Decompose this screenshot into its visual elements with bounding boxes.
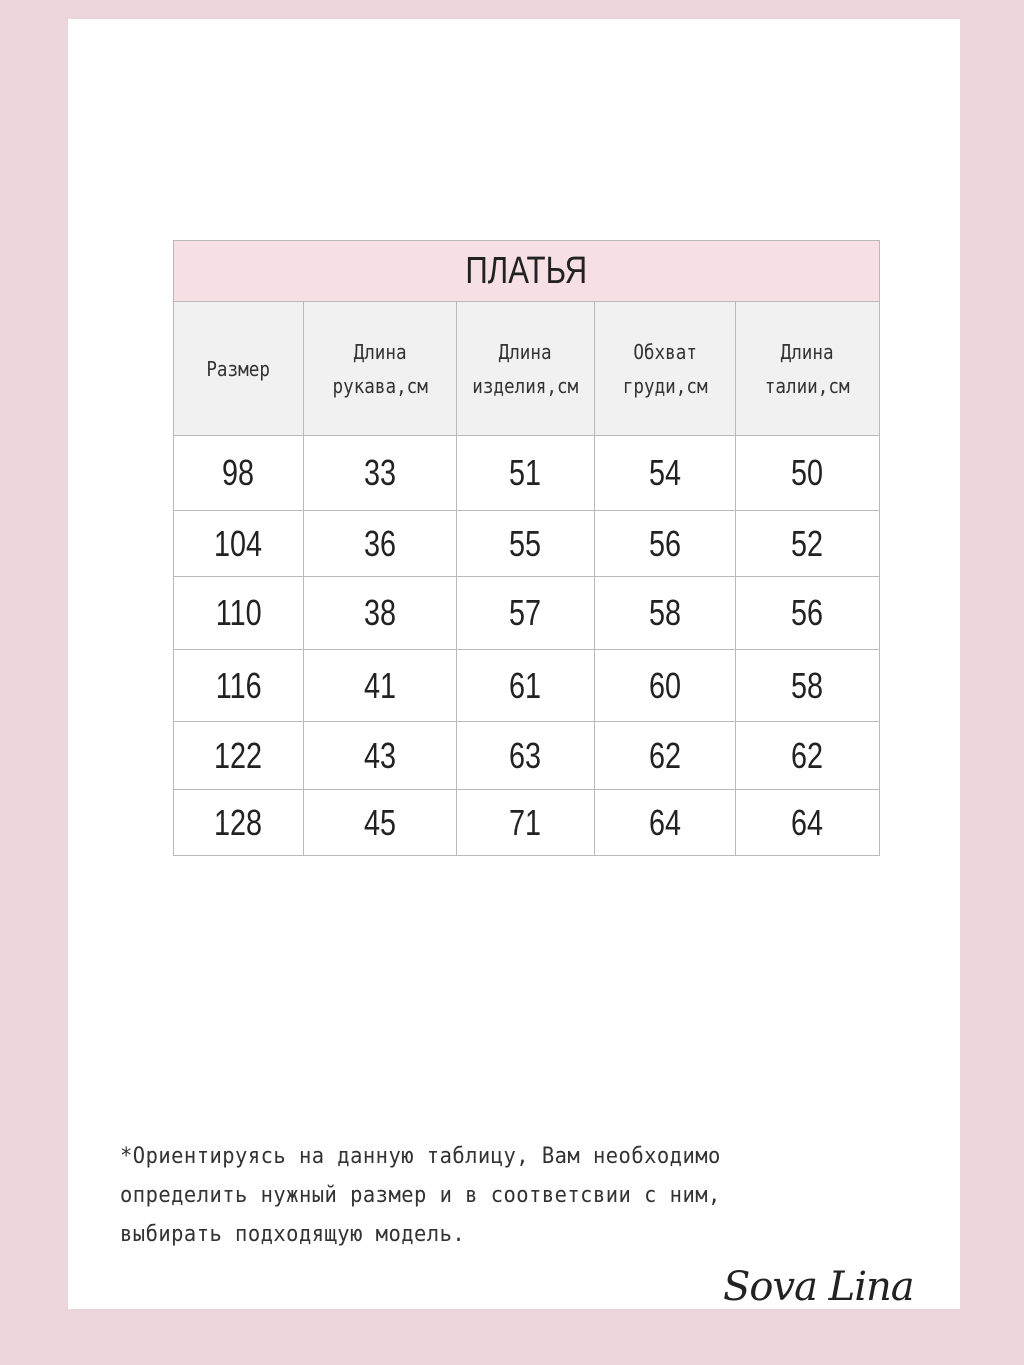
size-table [173, 240, 880, 856]
header-size: Размер [174, 302, 304, 436]
footnote-line: *Ориентируясь на данную таблицу, Вам необходимо [120, 1144, 721, 1169]
table-title-cell [174, 241, 880, 302]
table-row: 116 41 61 60 58 [174, 650, 880, 722]
table-title: ПЛАТЬЯ [465, 249, 588, 292]
header-sleeve-length: Длина рукава,см [304, 302, 457, 436]
footnote-line: определить нужный размер и в соответсвии с ним, [120, 1183, 721, 1208]
footnote [120, 1137, 900, 1254]
footnote-line: выбирать подходящую модель. [120, 1222, 466, 1247]
header-chest: Обхват груди,см [595, 302, 736, 436]
header-waist-length: Длина талии,см [736, 302, 880, 436]
header-item-length: Длина изделия,см [457, 302, 595, 436]
table-row: 110 38 57 58 56 [174, 577, 880, 650]
table-row: 98 33 51 54 50 [174, 436, 880, 511]
header-row [174, 302, 880, 436]
size-chart-card [68, 19, 960, 1309]
brand-signature-logo: Sova Lina [723, 1264, 914, 1310]
table-row: 128 45 71 64 64 [174, 790, 880, 856]
table-row: 122 43 63 62 62 [174, 722, 880, 790]
table-row: 104 36 55 56 52 [174, 511, 880, 577]
